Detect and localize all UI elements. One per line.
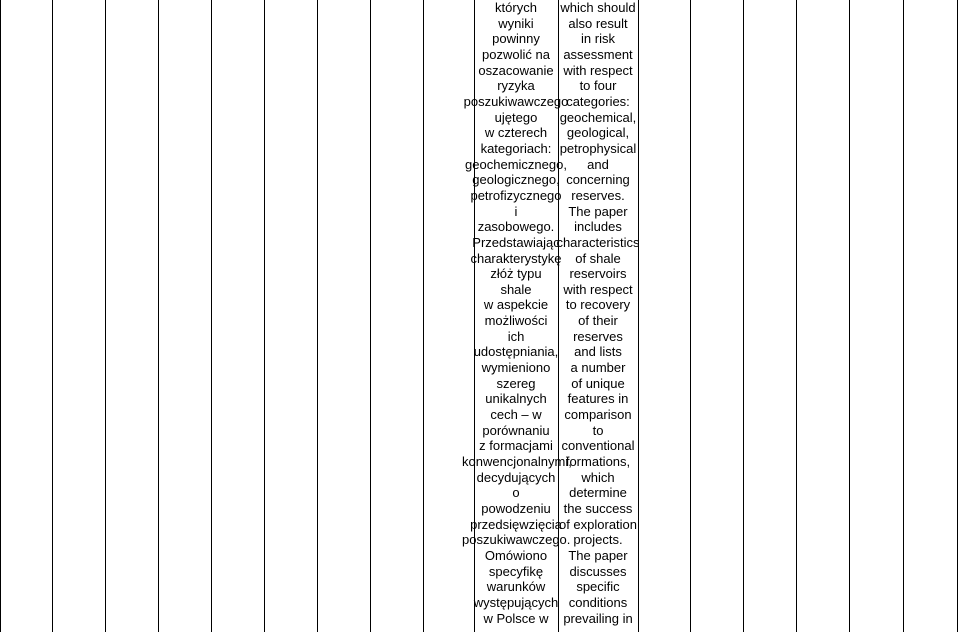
table-border-left xyxy=(0,0,1,632)
table-divider xyxy=(158,0,159,632)
text-line: of their xyxy=(578,313,618,329)
table-divider xyxy=(105,0,106,632)
text-line: oszacowanie xyxy=(478,62,554,78)
text-line: with respect xyxy=(563,281,633,297)
table-divider xyxy=(52,0,53,632)
text-line: the success xyxy=(563,501,633,516)
text-line: determine xyxy=(569,485,627,501)
text-line: and lists xyxy=(574,344,622,360)
text-line: konwencjonalnymi, xyxy=(462,454,572,470)
text-line: projects. xyxy=(573,532,623,548)
text-line: poszukiwawczego. xyxy=(462,532,571,548)
table-divider xyxy=(743,0,744,632)
text-line: conditions xyxy=(568,594,628,610)
table-divider xyxy=(211,0,212,632)
table-divider xyxy=(903,0,904,632)
text-line: geologicznego, xyxy=(472,172,560,188)
text-line: geochemicznego, xyxy=(465,156,567,172)
text-line: charakterystykę xyxy=(470,250,562,266)
text-line: powinny xyxy=(492,31,540,47)
text-line: discusses xyxy=(569,563,627,579)
table-divider xyxy=(264,0,265,632)
text-line: w czterech xyxy=(484,125,548,141)
text-line: występujących xyxy=(473,594,559,610)
text-line: pozwolić na xyxy=(482,46,550,62)
text-line: comparison xyxy=(564,407,632,423)
text-line: reservoirs xyxy=(569,266,627,282)
text-line: szereg xyxy=(496,375,536,391)
polish-text-column xyxy=(462,0,572,626)
table-divider xyxy=(317,0,318,632)
text-line: o xyxy=(512,485,520,501)
table-divider xyxy=(423,0,424,632)
text-line: specyfikę xyxy=(488,563,544,579)
text-line: specific xyxy=(576,579,620,595)
text-line: with respect xyxy=(563,62,633,78)
text-line: in risk xyxy=(581,31,615,47)
text-line: a number xyxy=(570,360,626,376)
text-line: i xyxy=(514,203,518,219)
text-line: ich xyxy=(507,328,525,344)
text-line: assessment xyxy=(563,46,633,62)
english-text-column xyxy=(558,0,638,626)
text-line: of shale xyxy=(575,250,621,266)
text-line: ujętego xyxy=(494,109,538,125)
text-line: to four xyxy=(579,78,617,94)
table-divider xyxy=(690,0,691,632)
text-line: wymieniono xyxy=(481,360,551,376)
text-line: wyniki xyxy=(498,15,534,31)
text-line: poszukiwawczego xyxy=(463,93,569,109)
text-line: z formacjami xyxy=(479,438,553,454)
text-line: petrophysical xyxy=(559,140,637,156)
text-line: which xyxy=(581,469,615,485)
text-line: których xyxy=(495,0,537,15)
text-line: of exploration xyxy=(558,516,638,532)
text-line: kategoriach: xyxy=(480,140,552,156)
text-line: The paper xyxy=(568,547,628,563)
text-line: możliwości xyxy=(484,313,548,329)
text-line: zasobowego. xyxy=(477,219,555,235)
text-line: concerning xyxy=(566,172,630,188)
text-line: udostępniania, xyxy=(473,344,559,360)
text-line: unikalnych xyxy=(485,391,547,407)
text-line: features in xyxy=(567,391,629,407)
text-line: includes xyxy=(574,219,622,235)
text-line: to recovery xyxy=(565,297,631,313)
text-line: w aspekcie xyxy=(483,297,549,313)
text-line: Przedstawiając xyxy=(472,234,560,250)
text-line: to xyxy=(592,422,604,438)
table-border-right xyxy=(957,0,958,632)
text-line: geochemical, xyxy=(559,109,637,125)
text-line: warunków xyxy=(486,579,546,595)
text-line: decydujących xyxy=(476,469,556,485)
text-line: w Polsce w xyxy=(483,610,549,626)
text-line: which should xyxy=(560,0,636,15)
text-line: reserves xyxy=(573,328,623,344)
text-line: petrofizycznego xyxy=(470,187,562,203)
text-line: prevailing in xyxy=(563,610,633,626)
text-line: categories: xyxy=(566,93,630,109)
text-line: powodzeniu xyxy=(481,501,551,516)
table-divider xyxy=(796,0,797,632)
text-line: also result xyxy=(568,15,628,31)
table-divider xyxy=(849,0,850,632)
text-line: shale xyxy=(500,281,532,297)
text-line: conventional xyxy=(561,438,635,454)
text-line: przedsięwzięcia xyxy=(470,516,562,532)
text-line: formations, xyxy=(565,454,631,470)
text-line: The paper xyxy=(568,203,628,219)
text-line: złóż typu xyxy=(490,266,542,282)
text-line: of unique xyxy=(571,375,625,391)
table-divider xyxy=(370,0,371,632)
text-line: reserves. xyxy=(571,187,625,203)
text-line: porównaniu xyxy=(482,422,550,438)
text-line: characteristics xyxy=(556,234,640,250)
text-line: Omówiono xyxy=(484,547,548,563)
text-line: ryzyka xyxy=(497,78,535,94)
text-line: cech – w xyxy=(490,407,542,423)
text-line: and xyxy=(587,156,609,172)
text-line: geological, xyxy=(566,125,630,141)
